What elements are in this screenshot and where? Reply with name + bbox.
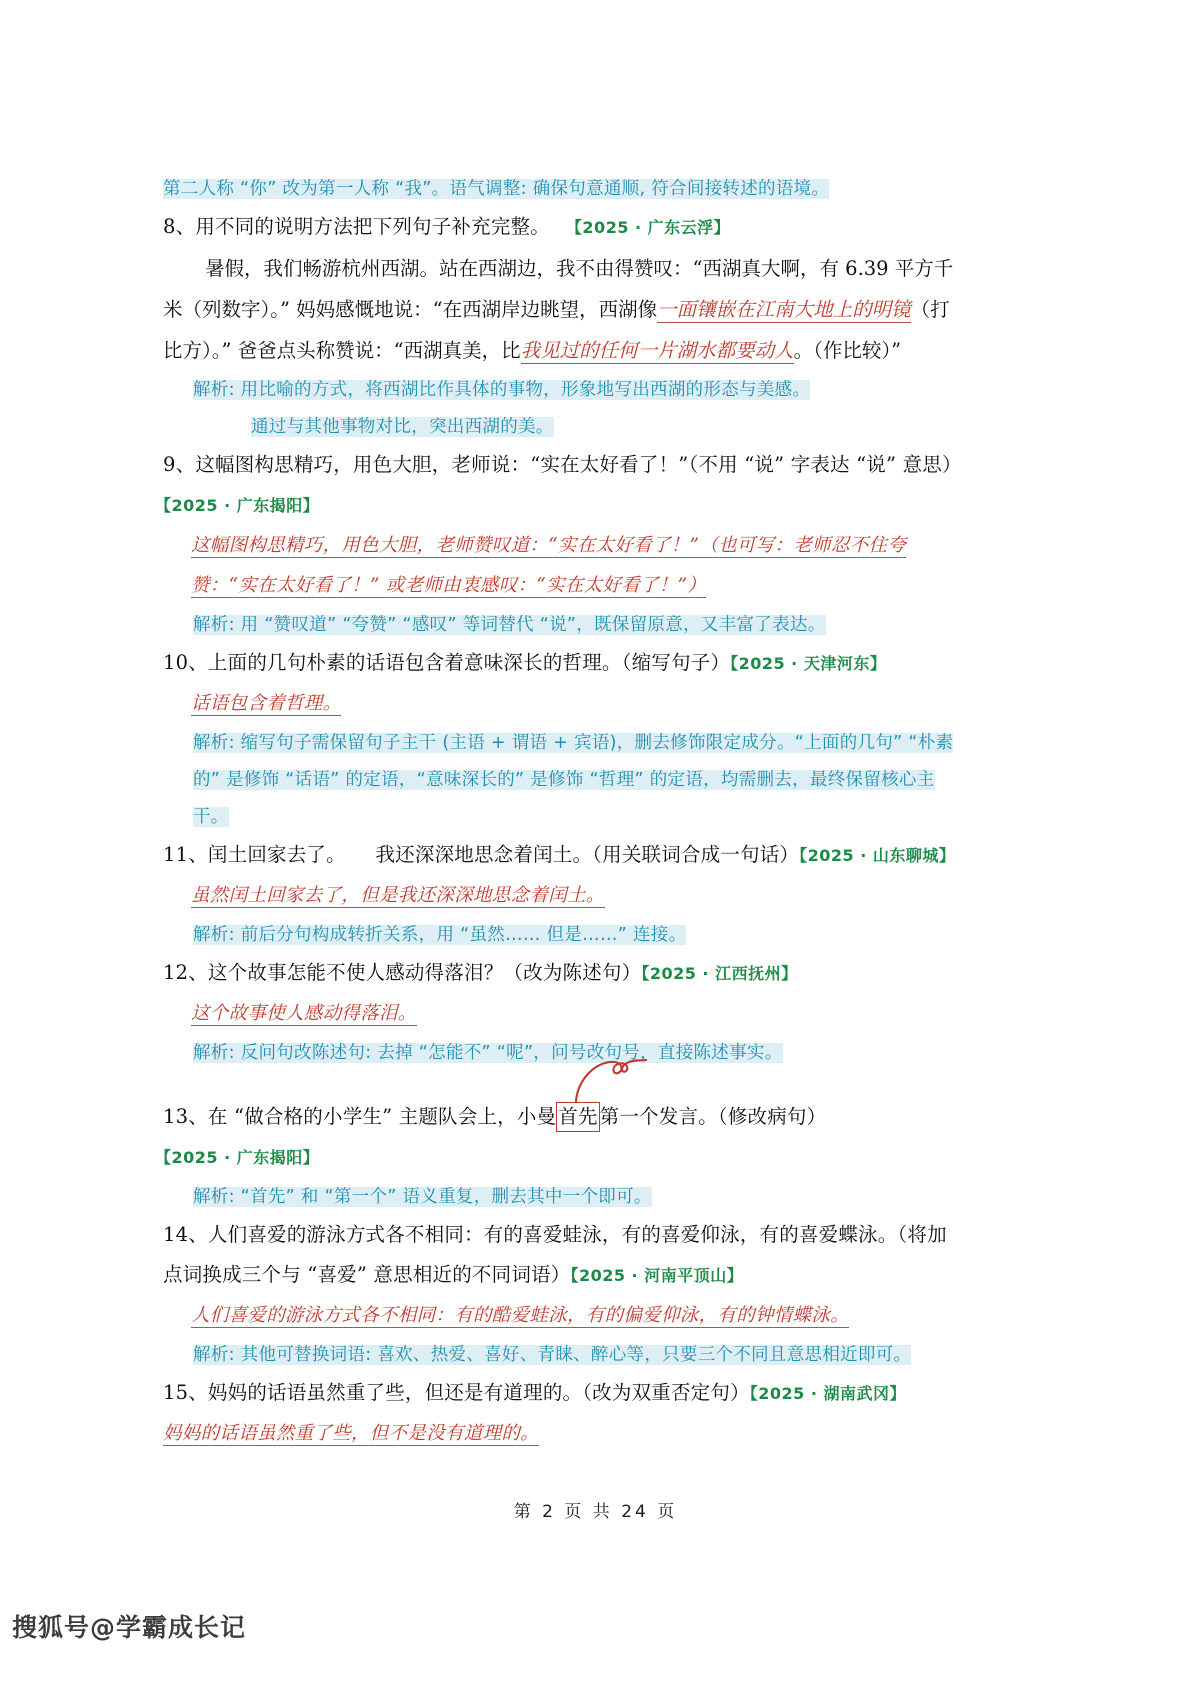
question-14-number: 14、 <box>163 1223 208 1246</box>
analysis-text: 解析: “首先” 和 “第一个” 语义重复，删去其中一个即可。 <box>193 1187 652 1207</box>
answer-text: 这个故事使人感动得落泪。 <box>191 1003 417 1024</box>
analysis-text: 通过与其他事物对比，突出西湖的美。 <box>251 417 554 437</box>
question-10-prompt <box>163 643 963 684</box>
proofread-delete-mark <box>556 1097 599 1137</box>
question-8-source-tag: 【2025 · 广东云浮】 <box>565 218 731 237</box>
q8-seg-plain-3: 。（作比较）” <box>793 339 902 362</box>
question-9-number: 9、 <box>163 453 196 476</box>
analysis-text: 解析: 反问句改陈述句: 去掉 “怎能不” “呢”，问号改句号，直接陈述事实。 <box>193 1043 783 1063</box>
question-14-analysis <box>193 1336 963 1373</box>
q8-seg-answer-1: 一面镶嵌在江南大地上的明镜 <box>657 298 911 321</box>
question-13-analysis <box>193 1178 963 1215</box>
answer-text: 虽然闰土回家去了，但是我还深深地思念着闰土。 <box>191 885 605 906</box>
question-8-analysis-line-2 <box>251 408 963 445</box>
top-continuation-line <box>163 168 963 207</box>
question-9-source-tag: 【2025 · 广东揭阳】 <box>163 496 320 515</box>
question-13-text-after: 第一个发言。（修改病句） <box>599 1105 827 1128</box>
analysis-text: 解析: 前后分句构成转折关系，用 “虽然…… 但是……” 连接。 <box>193 925 687 945</box>
question-9-analysis <box>193 606 963 643</box>
q8-seg-plain-2: （打比方）。” 爸爸点头称赞说：“西湖真美，比 <box>163 298 950 362</box>
question-15-text: 妈妈的话语虽然重了些，但还是有道理的。（改为双重否定句） <box>207 1381 750 1404</box>
analysis-text: 解析: 其他可替换词语: 喜欢、热爱、喜好、青睐、醉心等，只要三个不同且意思相近即可。 <box>193 1345 912 1365</box>
question-13-number: 13、 <box>163 1105 208 1128</box>
question-9-text: 这幅图构思精巧，用色大胆，老师说：“实在太好看了！”（不用 “说” 字表达 “说” 意思） <box>195 453 962 476</box>
question-10-text: 上面的几句朴素的话语包含着意味深长的哲理。（缩写句子） <box>207 651 731 674</box>
answer-text: 妈妈的话语虽然重了些，但不是没有道理的。 <box>163 1423 540 1444</box>
question-11-source-tag: 【2025 · 山东聊城】 <box>799 846 956 865</box>
answer-text: 话语包含着哲理。 <box>191 693 342 714</box>
q8-seg-plain-1: 暑假，我们畅游杭州西湖。站在西湖边，我不由得赞叹：“西湖真大啊，有 6.39 平方千米（列数字）。” 妈妈感慨地说：“在西湖岸边眺望，西湖像 <box>163 257 954 321</box>
deleted-word: 首先 <box>556 1102 599 1132</box>
question-14-source-tag: 【2025 · 河南平顶山】 <box>570 1266 744 1285</box>
question-8-number: 8、 <box>163 215 196 238</box>
q8-seg-answer-2: 我见过的任何一片湖水都要动人 <box>520 339 794 362</box>
page-footer: 第 2 页 共 24 页 <box>513 1502 678 1522</box>
question-10-answer <box>191 684 963 724</box>
question-8-text: 用不同的说明方法把下列句子补充完整。 <box>195 215 550 238</box>
question-12-answer <box>191 994 963 1034</box>
question-11-number: 11、 <box>163 843 208 866</box>
question-11-text: 闰土回家去了。 我还深深地思念着闰土。（用关联词合成一句话） <box>207 843 800 866</box>
question-9-answer <box>191 526 963 606</box>
watermark: 搜狐号@学霸成长记 <box>12 1613 247 1642</box>
question-12-text: 这个故事怎能不使人感动得落泪？（改为陈述句） <box>207 961 642 984</box>
question-13-prompt <box>163 1097 963 1178</box>
answer-text: 这幅图构思精巧，用色大胆，老师赞叹道：“实在太好看了！”（也可写：老师忍不住夸赞：“实在太好看了！” 或老师由衷感叹：“实在太好看了！”） <box>191 535 907 596</box>
question-13-text-before: 在 “做合格的小学生” 主题队会上，小曼 <box>207 1105 557 1128</box>
top-continuation-text: 第二人称 “你” 改为第一人称 “我”。语气调整: 确保句意通顺, 符合间接转述的语境。 <box>163 179 830 199</box>
question-8-analysis-line-1 <box>193 371 963 408</box>
question-11-analysis <box>193 916 963 953</box>
analysis-text: 解析: 用比喻的方式，将西湖比作具体的事物，形象地写出西湖的形态与美感。 <box>193 380 811 400</box>
question-10-number: 10、 <box>163 651 208 674</box>
question-15-number: 15、 <box>163 1381 208 1404</box>
question-15-source-tag: 【2025 · 湖南武冈】 <box>749 1384 907 1403</box>
question-11-answer <box>191 876 963 916</box>
analysis-text: 解析: 缩写句子需保留句子主干 (主语 + 谓语 + 宾语)，删去修饰限定成分。“上面的几句” “朴素的” 是修饰 “话语” 的定语，“意味深长的” 是修饰 “哲理” 的定语，均需删去，最终保留核心主干。 <box>193 733 954 827</box>
question-13-source-tag: 【2025 · 广东揭阳】 <box>163 1148 320 1167</box>
analysis-text: 解析: 用 “赞叹道” “夸赞” “感叹” 等词替代 “说”，既保留原意，又丰富了表达。 <box>193 615 826 635</box>
question-12-analysis <box>193 1034 963 1071</box>
question-12-prompt <box>163 953 963 994</box>
question-14-text: 人们喜爱的游泳方式各不相同：有的喜爱蛙泳，有的喜爱仰泳，有的喜爱蝶泳。（将加点词换成三个与 “喜爱” 意思相近的不同词语） <box>163 1223 947 1286</box>
question-9-prompt <box>163 445 963 526</box>
question-10-analysis <box>193 724 963 835</box>
question-12-source-tag: 【2025 · 江西抚州】 <box>641 964 798 983</box>
question-10-source-tag: 【2025 · 天津河东】 <box>730 654 887 673</box>
question-15-prompt <box>163 1373 963 1414</box>
document-content <box>163 168 963 1454</box>
question-14-prompt <box>163 1215 963 1296</box>
question-14-answer <box>191 1296 963 1336</box>
question-15-answer <box>163 1414 963 1454</box>
answer-text: 人们喜爱的游泳方式各不相同：有的酷爱蛙泳，有的偏爱仰泳，有的钟情蝶泳。 <box>191 1305 850 1326</box>
question-12-number: 12、 <box>163 961 208 984</box>
question-8-prompt <box>163 207 963 248</box>
question-8-body <box>163 248 963 371</box>
question-11-prompt <box>163 835 963 876</box>
